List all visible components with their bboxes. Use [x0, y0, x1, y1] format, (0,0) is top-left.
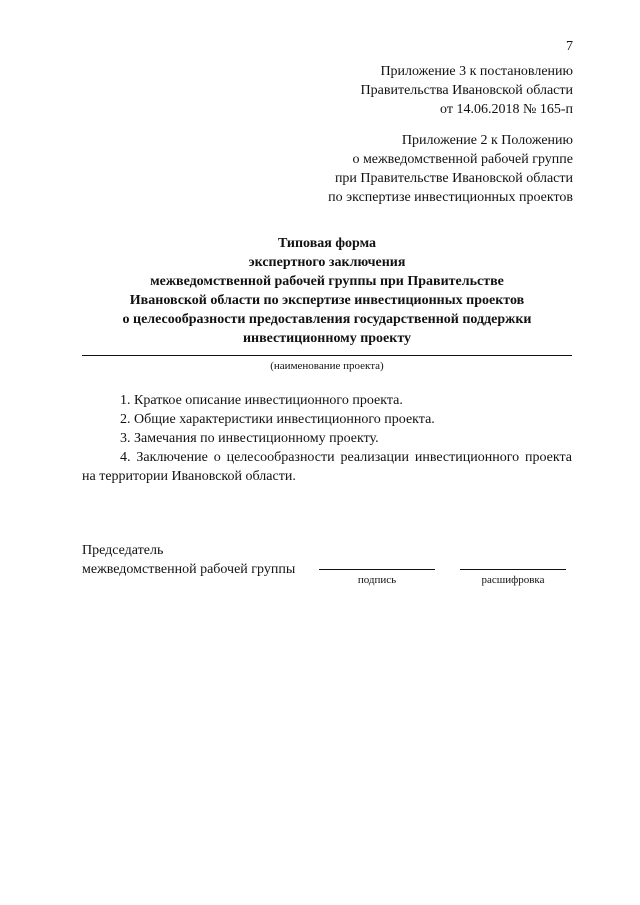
- form-title-line: экспертного заключения: [248, 255, 406, 270]
- signature-title: [82, 541, 295, 579]
- appendix-2-line: при Правительстве Ивановской области: [334, 171, 573, 186]
- list-item: 4. Заключение о целесообразности реализации инвестиционного проекта на территории Ивановской области.: [82, 450, 572, 484]
- signature-title-line: межведомственной рабочей группы: [82, 562, 296, 577]
- signature-title-line: Председатель: [82, 543, 164, 558]
- appendix-3-line: Правительства Ивановской области: [360, 83, 573, 98]
- decoding-caption: расшифровка: [481, 574, 545, 586]
- form-title: [82, 234, 572, 348]
- page-number: 7: [566, 39, 573, 54]
- appendix-2-header: [328, 131, 573, 207]
- project-name-caption: (наименование проекта): [270, 360, 384, 372]
- appendix-2-line: по экспертизе инвестиционных проектов: [328, 190, 573, 205]
- form-title-line: Ивановской области по экспертизе инвестиционных проектов: [129, 293, 525, 308]
- appendix-2-line: о межведомственной рабочей группе: [352, 152, 573, 167]
- form-title-line: о целесообразности предоставления государственной поддержки: [122, 312, 532, 327]
- items-list: [82, 391, 572, 486]
- signature-caption: подпись: [357, 574, 397, 586]
- form-title-line: межведомственной рабочей группы при Правительстве: [150, 274, 504, 289]
- form-title-line: инвестиционному проекту: [242, 331, 412, 346]
- list-item: 1. Краткое описание инвестиционного проекта.: [120, 393, 403, 408]
- project-name-line: [82, 355, 572, 356]
- signature-line: [319, 569, 435, 570]
- form-title-line: Типовая форма: [277, 236, 377, 251]
- decoding-line: [460, 569, 566, 570]
- list-item: 3. Замечания по инвестиционному проекту.: [120, 431, 379, 446]
- list-item: 2. Общие характеристики инвестиционного проекта.: [120, 412, 435, 427]
- appendix-3-header: [361, 62, 573, 119]
- appendix-2-line: Приложение 2 к Положению: [401, 133, 573, 148]
- appendix-3-line: Приложение 3 к постановлению: [380, 64, 573, 79]
- appendix-3-line: от 14.06.2018 № 165-п: [440, 102, 573, 117]
